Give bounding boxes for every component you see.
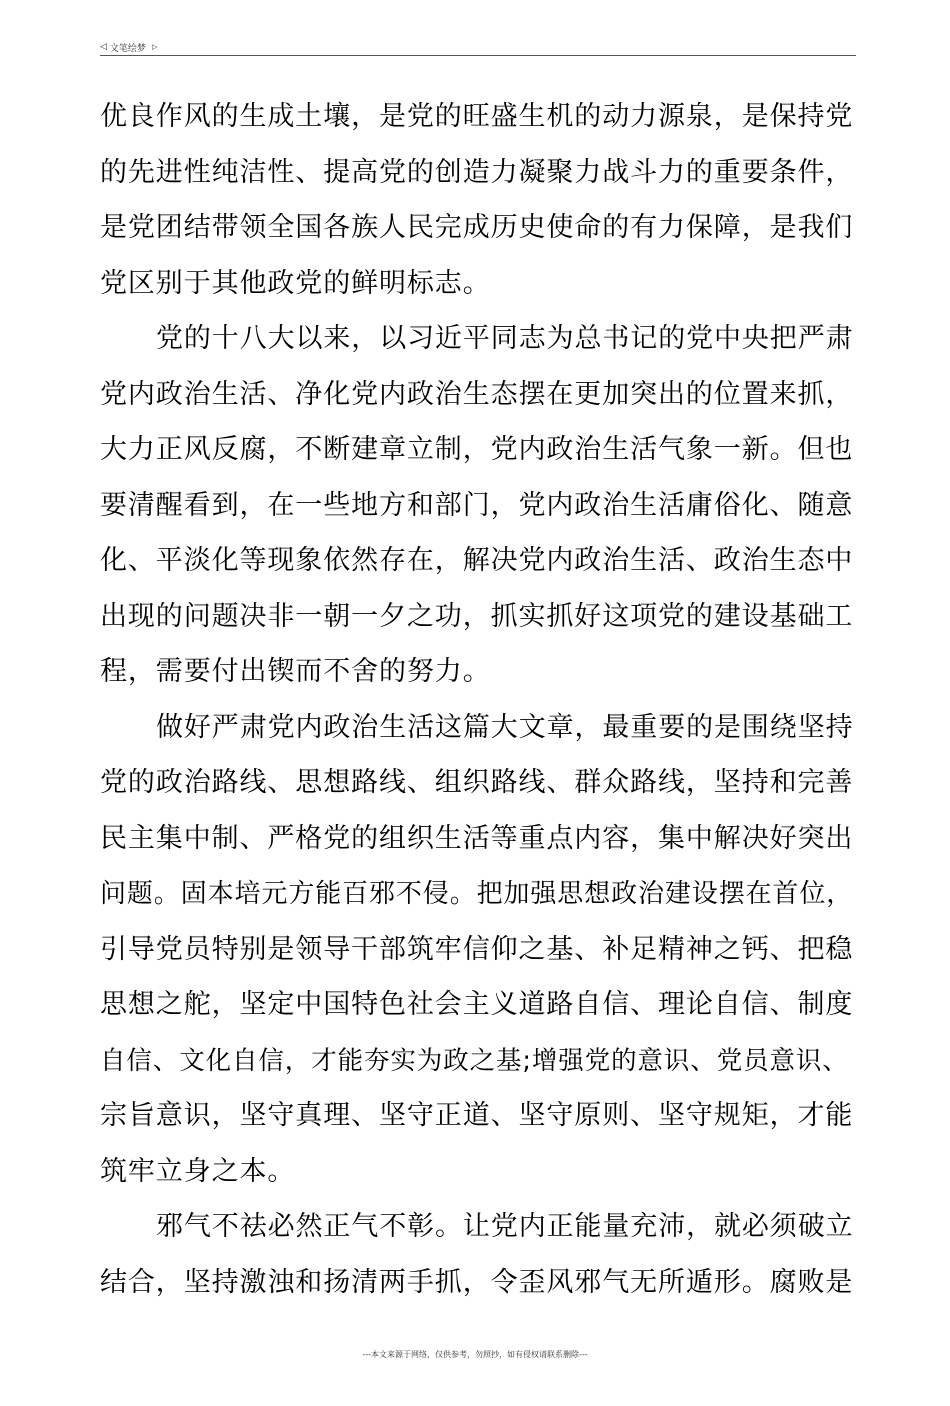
paragraph-2-line-5: 化、平淡化等现象依然存在，解决党内政治生活、政治生态中	[100, 545, 854, 576]
paragraph-3-line-5: 引导党员特别是领导干部筑牢信仰之基、补足精神之钙、把稳	[100, 934, 854, 965]
header-label: 文笔绘梦	[109, 43, 146, 54]
paragraph-2-line-3: 大力正风反腐，不断建章立制，党内政治生活气象一新。但也	[100, 434, 854, 465]
paragraph-4-line-2: 结合，坚持激浊和扬清两手抓，令歪风邪气无所遁形。腐败是	[100, 1267, 854, 1298]
left-triangle-icon: ◁	[100, 42, 107, 52]
page-header	[100, 40, 157, 54]
paragraph-1-line-2: 的先进性纯洁性、提高党的创造力凝聚力战斗力的重要条件，	[100, 157, 854, 188]
paragraph-3-line-7: 自信、文化自信，才能夯实为政之基;增强党的意识、党员意识、	[100, 1046, 849, 1076]
paragraph-2-line-6: 出现的问题决非一朝一夕之功，抓实抓好这项党的建设基础工	[100, 601, 854, 632]
paragraph-4-line-1: 邪气不祛必然正气不彰。让党内正能量充沛，就必须破立	[156, 1211, 854, 1242]
paragraph-3-line-8: 宗旨意识，坚守真理、坚守正道、坚守原则、坚守规矩，才能	[100, 1100, 854, 1131]
paragraph-2-line-7: 程，需要付出锲而不舍的努力。	[100, 656, 491, 687]
right-triangle-icon: ▷	[151, 43, 158, 51]
paragraph-1-line-4: 党区别于其他政党的鲜明标志。	[100, 268, 491, 299]
paragraph-1-line-1: 优良作风的生成土壤，是党的旺盛生机的动力源泉，是保持党	[100, 101, 854, 132]
header-divider	[100, 55, 856, 56]
paragraph-3-line-3: 民主集中制、严格党的组织生活等重点内容，集中解决好突出	[100, 823, 854, 854]
paragraph-3-line-6: 思想之舵，坚定中国特色社会主义道路自信、理论自信、制度	[100, 989, 854, 1020]
paragraph-2-line-2: 党内政治生活、净化党内政治生态摆在更加突出的位置来抓，	[100, 379, 854, 410]
paragraph-1-line-3: 是党团结带领全国各族人民完成历史使命的有力保障，是我们	[100, 212, 854, 243]
paragraph-2-line-1: 党的十八大以来，以习近平同志为总书记的党中央把严肃	[156, 323, 854, 354]
paragraph-3-line-9: 筑牢立身之本。	[100, 1156, 296, 1187]
paragraph-3-line-4: 问题。固本培元方能百邪不侵。把加强思想政治建设摆在首位，	[100, 879, 854, 909]
paragraph-3-line-2: 党的政治路线、思想路线、组织路线、群众路线，坚持和完善	[100, 767, 854, 798]
paragraph-2-line-4: 要清醒看到，在一些地方和部门，党内政治生活庸俗化、随意	[100, 490, 854, 521]
paragraph-3-line-1: 做好严肃党内政治生活这篇大文章，最重要的是围绕坚持	[156, 712, 854, 743]
footer-disclaimer: ---本文来源于网络，仅供参考，勿照抄，如有侵权请联系删除---	[362, 1350, 588, 1359]
